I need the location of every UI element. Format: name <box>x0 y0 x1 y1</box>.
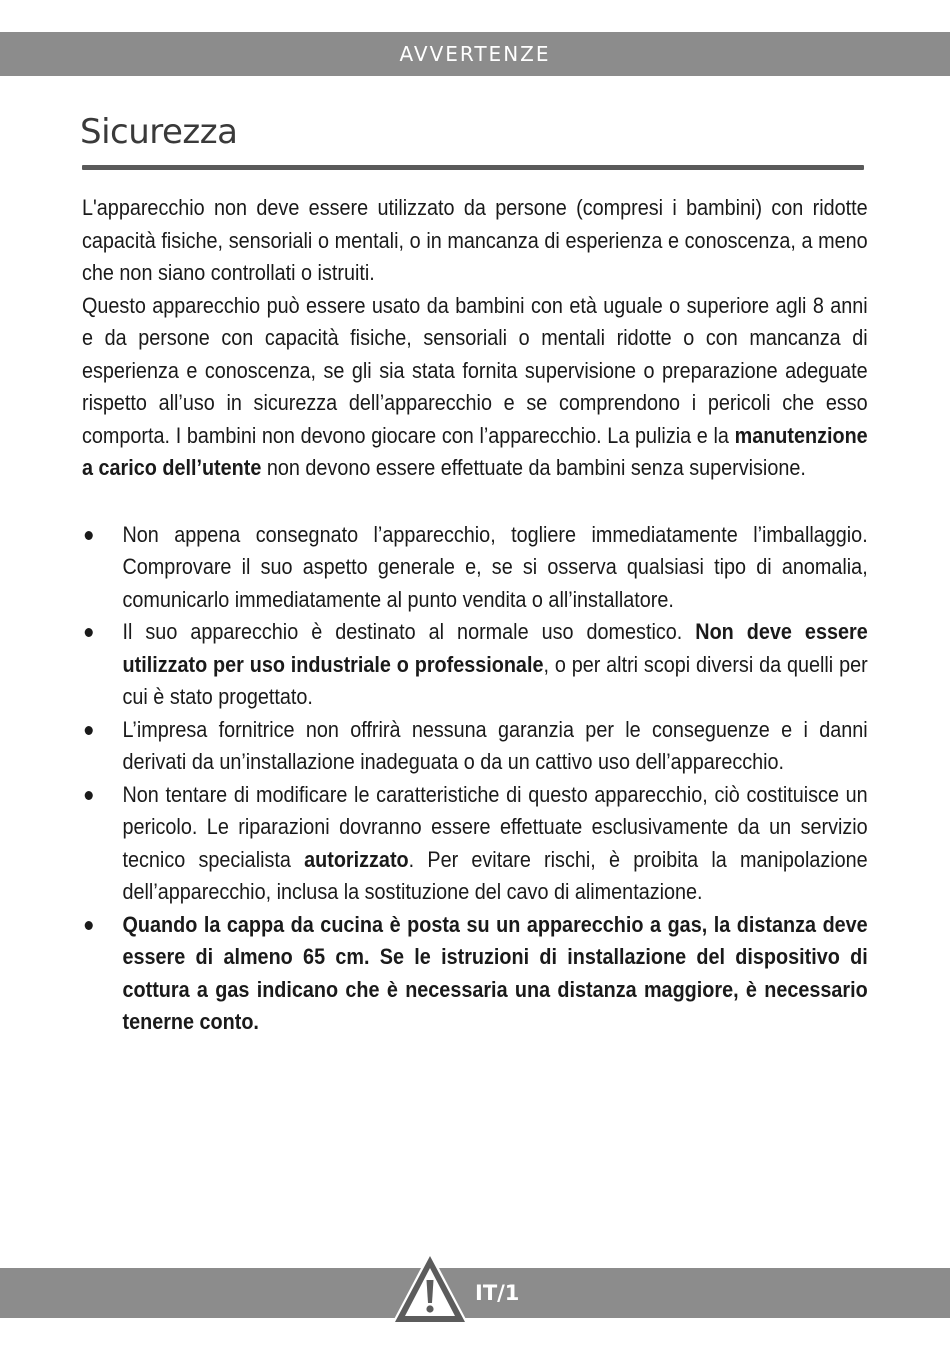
page-number: IT/1 <box>475 1281 520 1305</box>
bullet-icon <box>85 921 93 930</box>
intro-paragraph-1: L'apparecchio non deve essere utilizzato da persone (compresi i bambini) con ridotte capacità fisiche, sensoriali o mentali, o in mancanza di esperienza e conoscenza, a meno che non siano controllati o istruiti. <box>82 195 868 285</box>
list-item-text: Il suo apparecchio è destinato al normale uso domestico. <box>122 619 696 644</box>
page-title: Sicurezza <box>80 112 238 152</box>
title-divider <box>82 165 864 170</box>
warning-list <box>82 519 868 1039</box>
paragraph-bold-text: manutenzione a carico dell’utente <box>82 422 868 480</box>
list-item <box>82 779 868 909</box>
paragraph-text: Questo apparecchio può essere usato da bambini con età uguale o superiore agli 8 anni e da persone con capacità fisiche, sensoriali o mentali ridotte o con mancanza di esperienza e conoscenza, se gli sia stata fornita supervisione o preparazione adeguate rispetto all’uso in sicurezza dell’apparecchio e se comprendono i pericoli che esso comporta. I bambini non devono giocare con l’apparecchio. La pulizia e la <box>82 292 868 448</box>
list-item-text: , o per altri scopi diversi da quelli per cui è stato progettato. <box>122 651 868 709</box>
bullet-icon <box>85 628 93 637</box>
intro-paragraph-2 <box>82 290 868 485</box>
list-item-text: . Per evitare rischi, è proibita la manipolazione dell’apparecchio, inclusa la sostituzione del cavo di alimentazione. <box>122 846 868 904</box>
bullet-icon <box>85 726 93 735</box>
list-item-bold-text: Quando la cappa da cucina è posta su un apparecchio a gas, la distanza deve essere di almeno 65 cm. Se le istruzioni di installazione del dispositivo di cottura a gas indicano che è necessaria una distanza maggiore, è necessario tenerne conto. <box>122 911 868 1034</box>
list-item-bold-text: autorizzato <box>304 846 409 872</box>
bullet-icon <box>85 531 93 540</box>
list-item-bold-text: Non deve essere utilizzato per uso industriale o professionale <box>122 619 868 677</box>
header-bar <box>0 32 950 76</box>
list-item-text: L’impresa fornitrice non offrirà nessuna garanzia per le conseguenze e i danni derivati da un’installazione inadeguata o da un cattivo uso dell’apparecchio. <box>122 716 868 774</box>
list-item <box>82 616 868 714</box>
paragraph-text: non devono essere effettuate da bambini senza supervisione. <box>261 455 806 480</box>
warning-triangle-icon <box>388 1248 472 1328</box>
list-item <box>82 519 868 617</box>
list-item <box>82 714 868 779</box>
bullet-icon <box>85 791 93 800</box>
section-title: AVVERTENZE <box>399 42 551 66</box>
list-item-text: Non appena consegnato l’apparecchio, togliere immediatamente l’imballaggio. Comprovare il suo aspetto generale e, se si osserva qualsiasi tipo di anomalia, comunicarlo immediatamente al punto vendita o all’installatore. <box>122 521 868 612</box>
content <box>82 192 868 1039</box>
list-item-text: Non tentare di modificare le caratteristiche di questo apparecchio, ciò costituisce un pericolo. Le riparazioni dovranno essere effettuate esclusivamente da un servizio tecnico specialista <box>122 781 868 872</box>
list-item <box>82 909 868 1039</box>
